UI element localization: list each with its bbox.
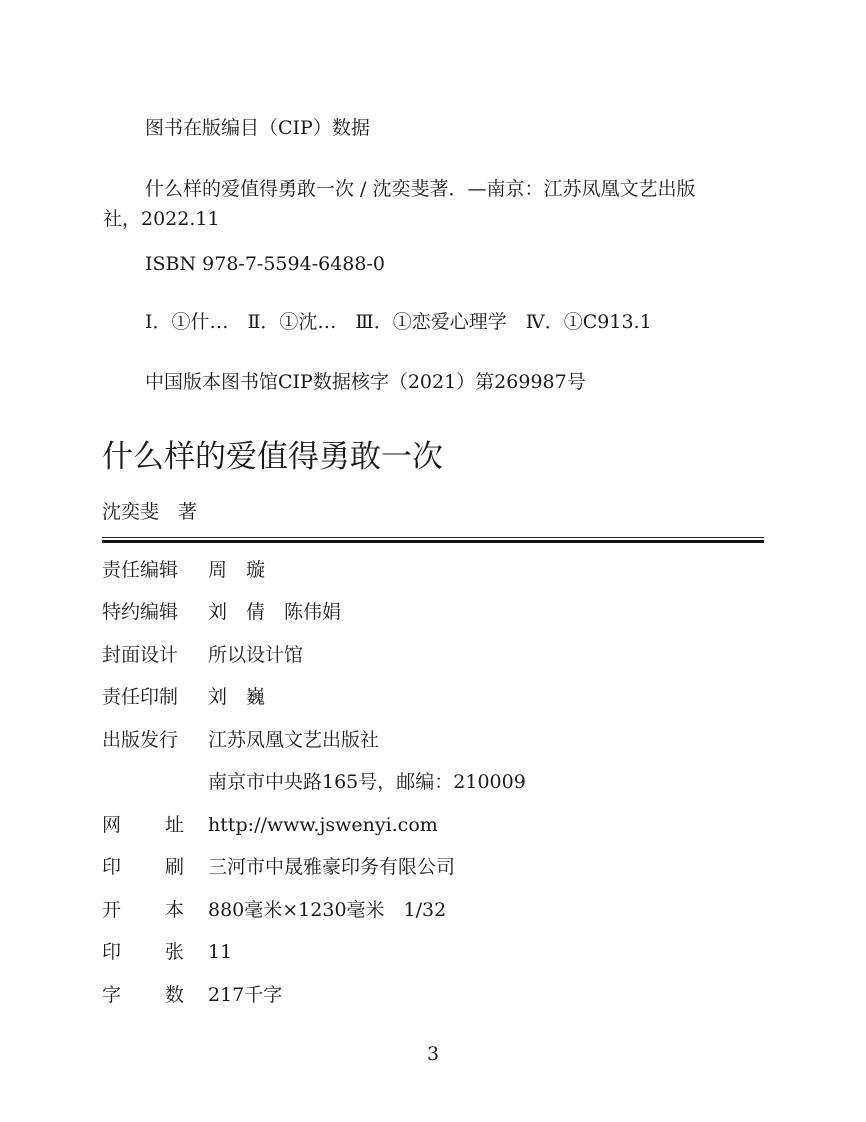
divider-thick bbox=[102, 540, 764, 543]
credit-label: 封面设计 bbox=[102, 644, 179, 666]
publisher-address: 南京市中央路165号，邮编：210009 bbox=[208, 771, 526, 793]
credit-value: 三河市中晟雅豪印务有限公司 bbox=[208, 856, 456, 878]
divider-thin bbox=[102, 537, 764, 538]
credit-label-char: 址 bbox=[165, 814, 185, 836]
credit-label-char: 刷 bbox=[165, 856, 185, 878]
credit-label: 特约编辑 bbox=[102, 601, 179, 623]
credit-value: 11 bbox=[208, 941, 233, 963]
cip-heading: 图书在版编目（CIP）数据 bbox=[145, 117, 370, 139]
credit-value: 周 璇 bbox=[208, 559, 266, 581]
credit-label: 出版发行 bbox=[102, 729, 179, 751]
page-number: 3 bbox=[426, 1043, 440, 1065]
classification: Ⅰ．①什… Ⅱ．①沈… Ⅲ．①恋爱心理学 Ⅳ．①C913.1 bbox=[145, 311, 652, 333]
book-title: 什么样的爱值得勇敢一次 bbox=[102, 439, 443, 475]
cip-description-line2: 社，2022.11 bbox=[103, 208, 220, 230]
credit-value: 880毫米×1230毫米 1/32 bbox=[208, 899, 447, 921]
credit-value: 所以设计馆 bbox=[208, 644, 304, 666]
credit-label-char: 数 bbox=[165, 984, 185, 1006]
credit-value: 刘 巍 bbox=[208, 686, 266, 708]
credit-value: 刘 倩 陈伟娟 bbox=[208, 601, 342, 623]
credit-label-char: 开 bbox=[102, 899, 122, 921]
cip-description-line1: 什么样的爱值得勇敢一次 / 沈奕斐著．—南京：江苏凤凰文艺出版 bbox=[145, 178, 696, 200]
credit-label-char: 字 bbox=[102, 984, 122, 1006]
cip-number: 中国版本图书馆CIP数据核字（2021）第269987号 bbox=[145, 371, 586, 393]
credit-label-char: 网 bbox=[102, 814, 122, 836]
book-author: 沈奕斐 著 bbox=[102, 501, 198, 523]
credit-label-char: 印 bbox=[102, 941, 122, 963]
credit-label-char: 印 bbox=[102, 856, 122, 878]
credit-value: 江苏凤凰文艺出版社 bbox=[208, 729, 380, 751]
credit-label: 责任印制 bbox=[102, 686, 179, 708]
isbn: ISBN 978-7-5594-6488-0 bbox=[145, 253, 385, 275]
credit-label: 责任编辑 bbox=[102, 559, 179, 581]
credit-value: 217千字 bbox=[208, 984, 283, 1006]
website-link: http://www.jswenyi.com bbox=[208, 814, 438, 836]
credit-label-char: 张 bbox=[165, 941, 185, 963]
credit-label-char: 本 bbox=[165, 899, 185, 921]
